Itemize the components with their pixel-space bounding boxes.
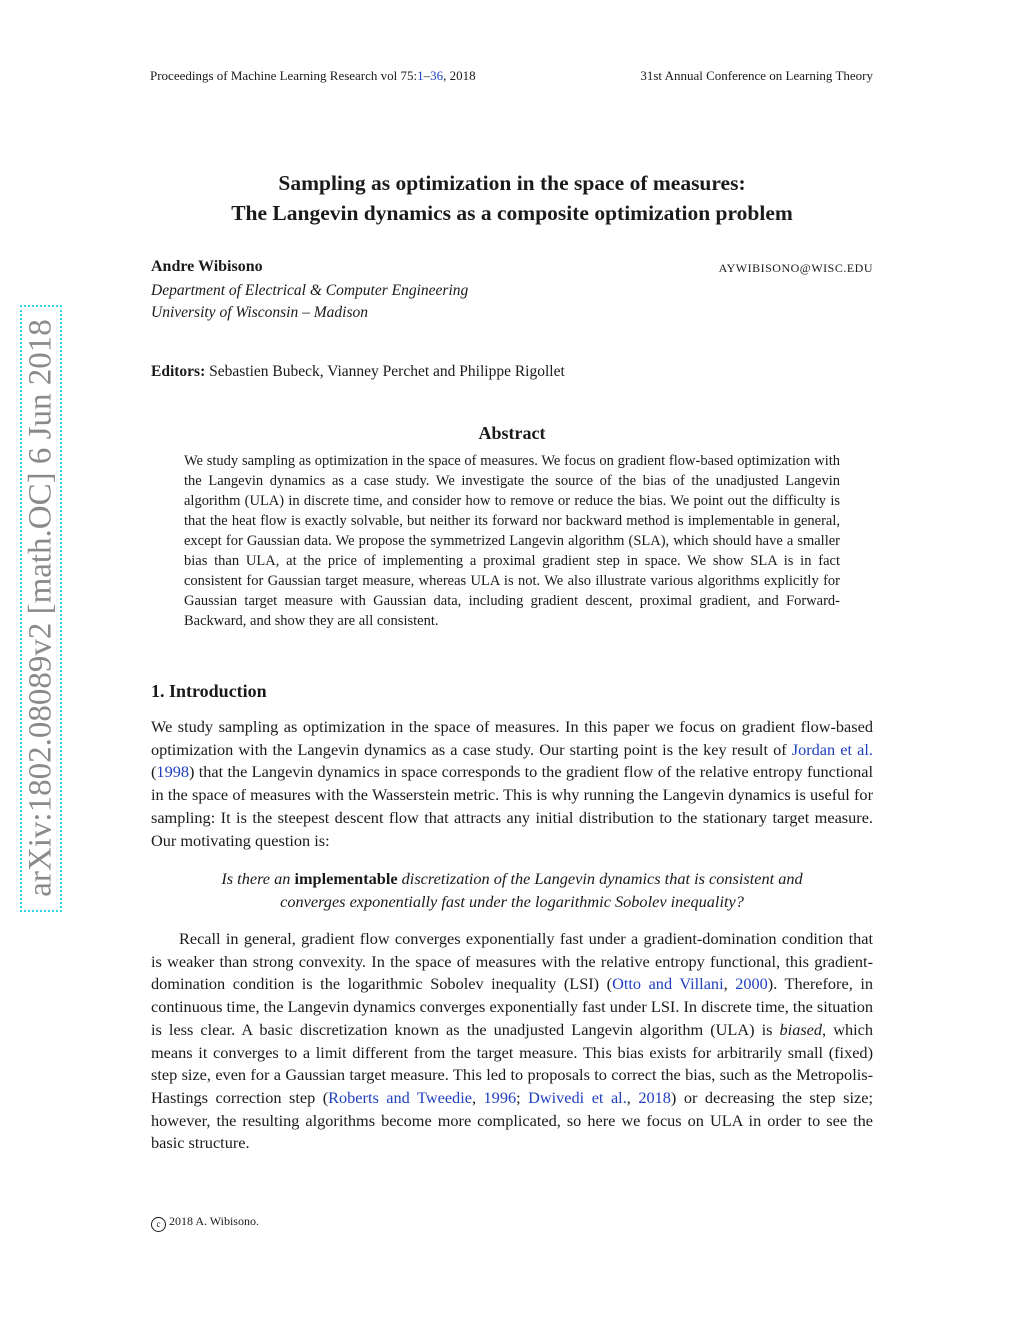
question-line-2: converges exponentially fast under the logarithmic Sobolev inequality? [280,891,744,911]
author-university: University of Wisconsin – Madison [151,304,368,321]
citation-jordan-author[interactable]: Jordan et al. [791,739,873,759]
editors-label: Editors: [151,363,206,380]
page-end-link[interactable]: 36 [430,68,444,83]
title-line-2: The Langevin dynamics as a composite optimization problem [231,201,793,225]
motivating-question [0,868,1024,913]
abstract-heading: Abstract [478,423,546,443]
page-start-link[interactable]: 1 [417,68,424,83]
copyright-footer: c 2018 A. Wibisono. [151,1214,259,1232]
arxiv-stamp: arXiv:1802.08089v2 [math.OC] 6 Jun 2018 [22,319,59,897]
author-name: Andre Wibisono [151,258,263,275]
editors-names: Sebastien Bubeck, Vianney Perchet and Philippe Rigollet [209,363,565,380]
paper-title [0,168,1024,228]
question-line-1: Is there an implementable discretization of the Langevin dynamics that is consistent and [221,869,803,888]
editors-line [151,363,565,381]
citation-dwivedi-year[interactable]: 2018 [638,1087,671,1107]
citation-otto-villani-year[interactable]: 2000 [735,974,768,994]
running-header-right: 31st Annual Conference on Learning Theory [640,68,873,83]
citation-jordan-year[interactable]: 1998 [156,762,189,782]
copyright-icon: c [151,1217,166,1232]
intro-paragraph-2: Recall in general, gradient flow converges exponentially fast under a gradient-domination condition that is weaker than strong convexity. In the space of measures with the relative entropy functional, this gradient-domination condition is the logarithmic Sobolev inequality (LSI) (Otto and Villani, 2000). Therefore, in continuous time, the Langevin dynamics converges exponentially fast under LSI. In discrete time, the situation is less clear. A basic discretization known as the unadjusted Langevin algorithm (ULA) is biased, which means it converges to a limit different from the target measure. This bias exists for arbitrarily small (fixed) step size, even for a Gaussian target measure. This led to proposals to correct the bias, such as the Metropolis-Hastings correction step (Roberts and Tweedie, 1996; Dwivedi et al., 2018) or decreasing the step size; however, the resulting algorithms become more complicated, so here we focus on ULA in order to see the basic structure. [151,929,873,1153]
running-header-left: Proceedings of Machine Learning Research vol 75:1–36, 2018 [150,68,476,83]
title-line-1: Sampling as optimization in the space of measures: [278,171,746,195]
citation-roberts-tweedie-year[interactable]: 1996 [483,1087,517,1107]
citation-roberts-tweedie-author[interactable]: Roberts and Tweedie [328,1087,472,1107]
citation-dwivedi-author[interactable]: Dwivedi et al. [528,1087,627,1107]
abstract-text: We study sampling as optimization in the space of measures. We focus on gradient flow-based optimization with the Langevin dynamics as a case study. We investigate the source of the bias of the unadjusted Langevin algorithm (ULA) in discrete time, and consider how to remove or reduce the bias. We point out the difficulty is that the heat flow is exactly solvable, but neither its forward nor backward method is implementable in general, except for Gaussian data. We propose the symmetrized Langevin algorithm (SLA), which should have a smaller bias than ULA, at the price of implementing a proximal gradient step in space. We show SLA is in fact consistent for Gaussian target measure, whereas ULA is not. We also illustrate various algorithms explicitly for Gaussian target measure with Gaussian data, including gradient descent, proximal gradient, and Forward-Backward, and show they are all consistent. [184,453,840,629]
author-department: Department of Electrical & Computer Engineering [151,282,469,299]
author-email: AYWIBISONO@WISC.EDU [718,261,873,275]
intro-paragraph-1: We study sampling as optimization in the space of measures. In this paper we focus on gradient flow-based optimization with the Langevin dynamics as a case study. Our starting point is the key result of Jordan et al. (1998) that the Langevin dynamics in space corresponds to the gradient flow of the relative entropy functional in the space of measures with the Wasserstein metric. This is why running the Langevin dynamics is useful for sampling: It is the steepest descent flow that attracts any initial distribution to the stationary target measure. Our motivating question is: [151,717,873,850]
section-heading-introduction: 1. Introduction [151,681,267,701]
citation-otto-villani-author[interactable]: Otto and Villani [612,974,724,994]
